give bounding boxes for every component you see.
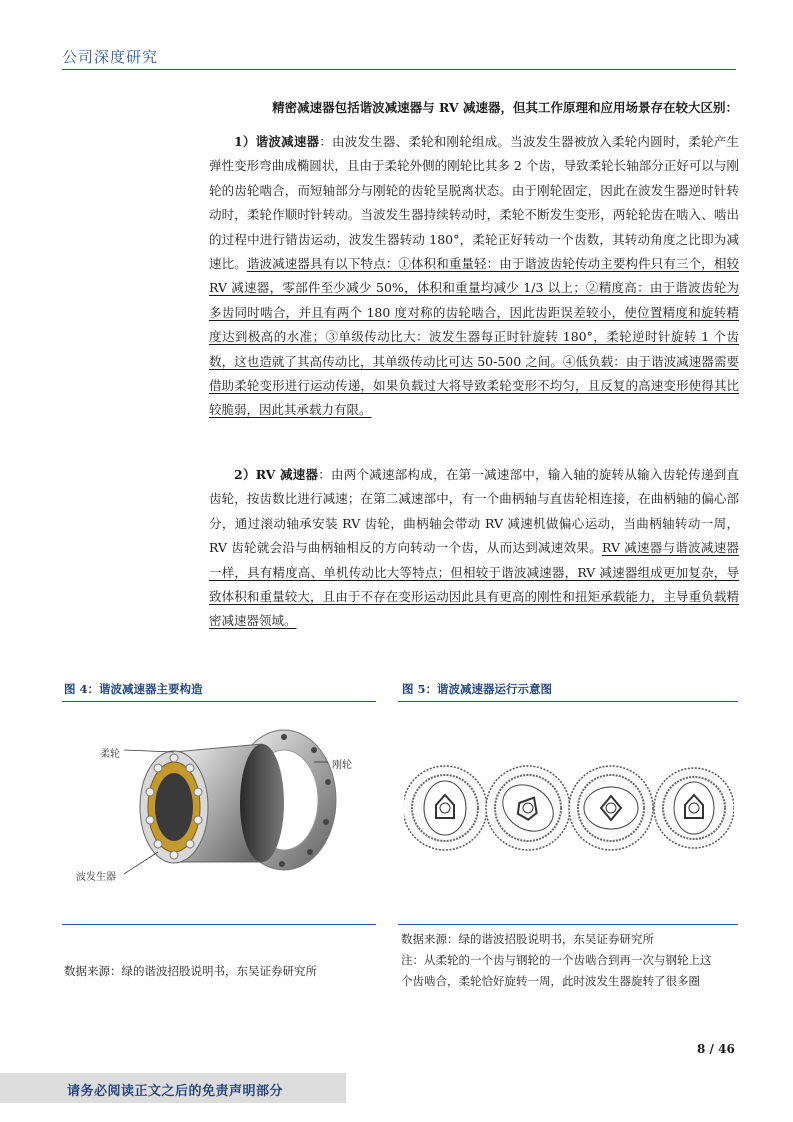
footer-disclaimer: 请务必阅读正文之后的免责声明部分 [67,1084,284,1099]
figure5-note: 注：从柔轮的一个齿与钢轮的一个齿啮合到再一次与钢轮上这个齿啮合，柔轮恰好旋转一周，此时波发生器旋转了很多圈 [401,953,712,988]
section2-body: ：由两个减速部构成，在第一减速部中，输入轴的旋转从输入齿轮传递到直齿轮，按齿数比进行减速；在第二减速部中，有一个曲柄轴与直齿轮相连接，在曲柄轴的偏心部分，通过滚动轴承安装 RV 齿轮，曲柄轴会带动 RV 减速机做偏心运动，当曲柄轴转动一周，RV 齿轮就会沿与曲柄轴相反的方向转动一个齿，从而达到减速效果。 [209,467,739,556]
figure5-image [404,758,734,858]
figure4-title: 图 4：谐波减速器主要构造 [64,682,203,696]
label-circular-spline: 刚轮 [332,760,352,771]
label-wave-generator: 波发生器 [76,872,116,883]
figure5-source: 数据来源：绿的谐波招股说明书，东吴证券研究所 [401,932,654,946]
page-number: 8 / 46 [697,1042,735,1056]
intro-heading: 精密减速器包括谐波减速器与 RV 减速器，但其工作原理和应用场景存在较大区别： [272,100,738,115]
header-divider [62,69,736,70]
figure5-title: 图 5：谐波减速器运行示意图 [402,682,553,696]
section-harmonic-reducer [209,130,739,423]
figure5-top-rule [398,701,738,702]
figure4-source: 数据来源：绿的谐波招股说明书，东吴证券研究所 [64,964,317,978]
section-rv-reducer [209,463,739,634]
figure5-bottom-rule [398,924,738,925]
reducer-operation-diagram [404,758,734,858]
section2-features: RV 减速器与谐波减速器一样，具有精度高、单机传动比大等特点；但相较于谐波减速器，RV 减速器组成更加复杂，导致体积和重量较大，且由于不存在变形运动因此具有更高的刚性和扭矩承载能力，主导重负载精密减速器领域。 [209,540,740,629]
section1-heading: 1）谐波减速器 [234,134,320,149]
figure4-image [62,712,376,912]
section1-features: 谐波减速器具有以下特点：①体积和重量轻：由于谐波齿轮传动主要构件只有三个，相较 RV 减速器，零部件至少减少 50%，体积和重量均减少 1/3 以上；②精度高：由于谐波齿轮为多齿同时啮合，并且有两个 180 度对称的齿轮啮合，因此齿距误差较小，使位置精度和旋转精度达到极高的水准；③单级传动比大：波发生器每正时针旋转 180°，柔轮逆时针旋转 1 个齿数，这也造就了其高传动比，其单级传动比可达 50-500 之间。④低负载：由于谐波减速器需要借助柔轮变形进行运动传递，如果负载过大将导致柔轮变形不均匀，且反复的高速变形使得其比较脆弱，因此其承载力有限。 [209,256,739,418]
figure4-bottom-rule [62,924,376,925]
section1-body: ：由波发生器、柔轮和刚轮组成。当波发生器被放入柔轮内圆时，柔轮产生弹性变形弯曲成椭圆状，且由于柔轮外侧的刚轮比其多 2 个齿，导致柔轮长轴部分正好可以与刚轮的齿轮啮合，而短轴部分与刚轮的齿轮呈脱离状态。由于刚轮固定，因此在波发生器逆时针转动时，柔轮作顺时针转动。当波发生器持续转动时，柔轮不断发生变形，两轮轮齿在啮入、啮出的过程中进行错齿运动，波发生器转动 180°，柔轮正好转动一个齿数，其转动角度之比即为减速比。 [209,134,739,272]
label-flexspline: 柔轮 [100,749,120,760]
section2-heading: 2）RV 减速器 [234,467,319,482]
figure4-top-rule [62,701,376,702]
header-title: 公司深度研究 [62,48,159,66]
